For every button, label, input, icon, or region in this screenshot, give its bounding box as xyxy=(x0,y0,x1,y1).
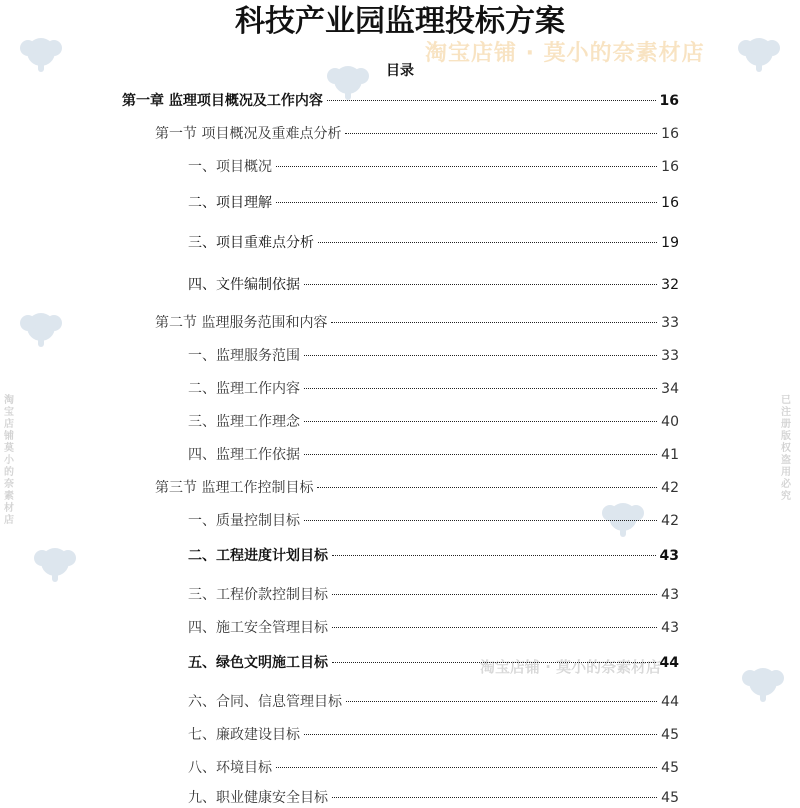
toc-page-number: 43 xyxy=(661,587,679,603)
toc-leader xyxy=(304,734,657,735)
toc-page-number: 44 xyxy=(659,655,679,671)
toc-page-number: 42 xyxy=(661,480,679,496)
toc-label: 一、监理服务范围 xyxy=(188,348,300,364)
toc-item[interactable] xyxy=(188,546,679,566)
toc-chapter-1[interactable] xyxy=(122,91,679,111)
toc-label: 一、项目概况 xyxy=(188,159,272,175)
watermark-top: 淘宝店铺 · 莫小的奈素材店 xyxy=(425,41,705,66)
toc-leader xyxy=(276,767,657,768)
toc-leader xyxy=(276,166,657,167)
toc-leader xyxy=(317,487,657,488)
toc-item[interactable] xyxy=(188,758,679,778)
toc-page-number: 42 xyxy=(661,513,679,529)
toc-label: 第一章 监理项目概况及工作内容 xyxy=(122,93,323,109)
toc-label: 第二节 监理服务范围和内容 xyxy=(155,315,328,331)
toc-section-1-3[interactable] xyxy=(155,478,679,498)
toc-label: 三、项目重难点分析 xyxy=(188,235,314,251)
toc-page-number: 19 xyxy=(661,235,679,251)
toc-leader xyxy=(332,555,656,556)
toc-item[interactable] xyxy=(188,445,679,465)
toc-leader xyxy=(332,594,657,595)
toc-leader xyxy=(346,701,657,702)
toc-page-number: 16 xyxy=(661,159,679,175)
document-title: 科技产业园监理投标方案 xyxy=(235,4,565,39)
toc-page-number: 16 xyxy=(661,126,679,142)
toc-leader xyxy=(332,797,657,798)
toc-page-number: 34 xyxy=(661,381,679,397)
toc-leader xyxy=(304,454,657,455)
toc-label: 四、施工安全管理目标 xyxy=(188,620,328,636)
toc-heading: 目录 xyxy=(386,63,414,79)
elephant-watermark-icon xyxy=(18,305,64,351)
watermark-right-vertical: 已注册版权 盗用必究 xyxy=(781,395,791,502)
toc-label: 三、监理工作理念 xyxy=(188,414,300,430)
toc-page-number: 33 xyxy=(661,315,679,331)
toc-label: 八、环境目标 xyxy=(188,760,272,776)
toc-page-number: 43 xyxy=(661,620,679,636)
toc-page-number: 40 xyxy=(661,414,679,430)
toc-label: 五、绿色文明施工目标 xyxy=(188,655,328,671)
toc-leader xyxy=(304,355,657,356)
toc-section-1-1[interactable] xyxy=(155,124,679,144)
toc-label: 六、合同、信息管理目标 xyxy=(188,694,342,710)
toc-leader xyxy=(332,662,656,663)
toc-leader xyxy=(332,627,657,628)
toc-item[interactable] xyxy=(188,379,679,399)
toc-label: 二、工程进度计划目标 xyxy=(188,548,328,564)
toc-page-number: 45 xyxy=(661,790,679,806)
toc-page-number: 16 xyxy=(659,93,679,109)
toc-label: 九、职业健康安全目标 xyxy=(188,790,328,806)
toc-leader xyxy=(331,322,657,323)
toc-leader xyxy=(304,520,657,521)
toc-label: 四、监理工作依据 xyxy=(188,447,300,463)
toc-page-number: 16 xyxy=(661,195,679,211)
toc-item[interactable] xyxy=(188,618,679,638)
toc-page-number: 32 xyxy=(661,277,679,293)
toc-label: 第一节 项目概况及重难点分析 xyxy=(155,126,342,142)
toc-label: 第三节 监理工作控制目标 xyxy=(155,480,314,496)
toc-page-number: 43 xyxy=(659,548,679,564)
toc-section-1-2[interactable] xyxy=(155,313,679,333)
watermark-left-vertical: 淘宝店铺 莫小的奈素材店 xyxy=(4,395,14,526)
toc-page-number: 33 xyxy=(661,348,679,364)
toc-leader xyxy=(276,202,657,203)
toc-item[interactable] xyxy=(188,275,679,295)
elephant-watermark-icon xyxy=(740,660,786,706)
toc-item[interactable] xyxy=(188,346,679,366)
toc-label: 二、监理工作内容 xyxy=(188,381,300,397)
toc-item[interactable] xyxy=(188,157,679,177)
toc-label: 一、质量控制目标 xyxy=(188,513,300,529)
toc-page-number: 44 xyxy=(661,694,679,710)
toc-item[interactable] xyxy=(188,193,679,213)
toc-item[interactable] xyxy=(188,511,679,531)
toc-label: 三、工程价款控制目标 xyxy=(188,587,328,603)
toc-page-number: 41 xyxy=(661,447,679,463)
toc-leader xyxy=(345,133,657,134)
toc-item[interactable] xyxy=(188,233,679,253)
toc-leader xyxy=(304,284,657,285)
toc-item[interactable] xyxy=(188,585,679,605)
toc-label: 二、项目理解 xyxy=(188,195,272,211)
toc-item[interactable] xyxy=(188,692,679,712)
toc-item[interactable] xyxy=(188,788,679,808)
toc-label: 七、廉政建设目标 xyxy=(188,727,300,743)
watermark-middle: 淘宝店铺 · 莫小的奈素材店 xyxy=(480,658,662,676)
elephant-watermark-icon xyxy=(32,540,78,586)
toc-item[interactable] xyxy=(188,653,679,673)
toc-leader xyxy=(304,421,657,422)
toc-label: 四、文件编制依据 xyxy=(188,277,300,293)
toc-leader xyxy=(327,100,656,101)
toc-page-number: 45 xyxy=(661,727,679,743)
toc-item[interactable] xyxy=(188,412,679,432)
toc-item[interactable] xyxy=(188,725,679,745)
toc-leader xyxy=(304,388,657,389)
toc-page-number: 45 xyxy=(661,760,679,776)
toc-leader xyxy=(318,242,657,243)
